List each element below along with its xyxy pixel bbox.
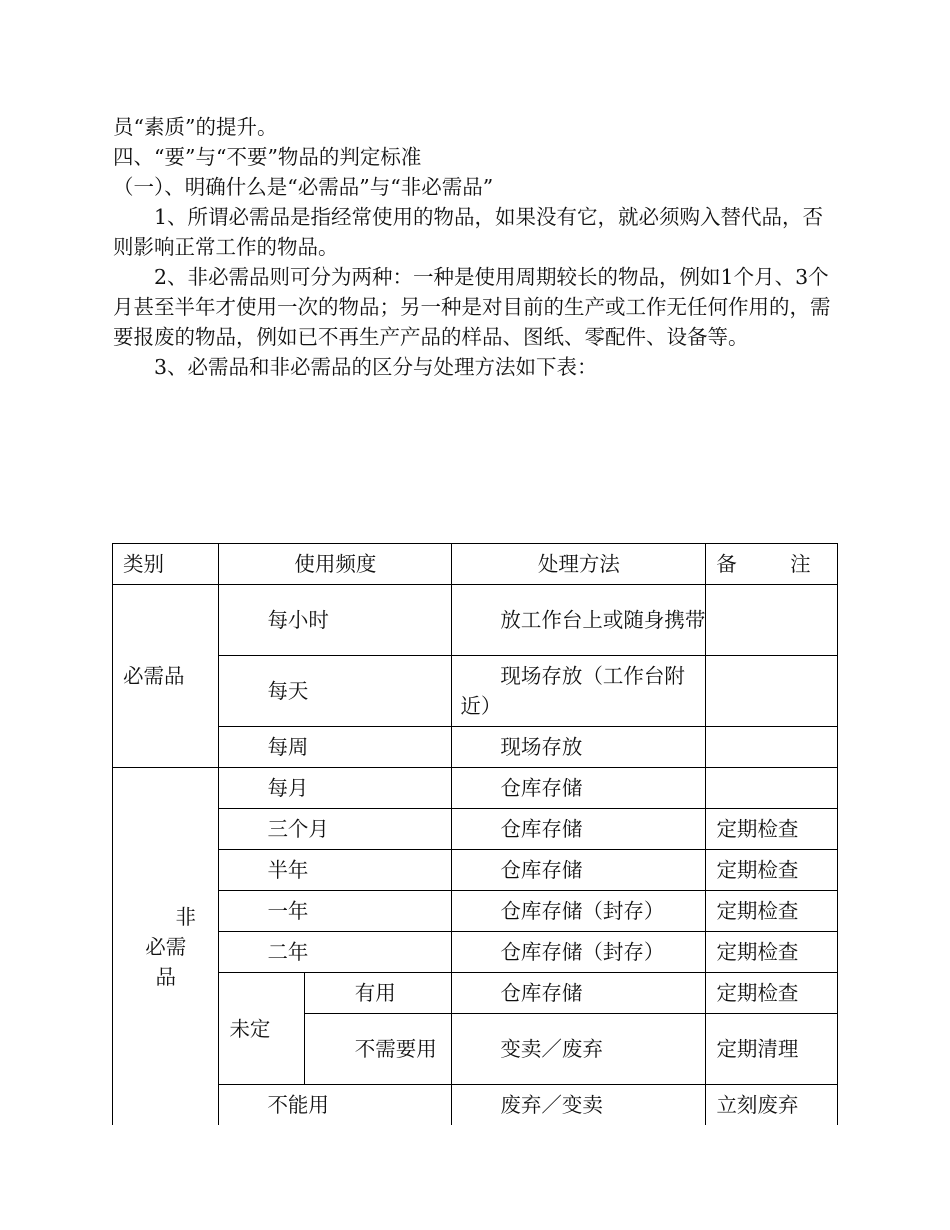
frequency-cell: 每周 (219, 727, 452, 768)
table-header-row (113, 544, 838, 585)
method-cell: 仓库存储（封存） (452, 932, 706, 973)
note-cell: 定期检查 (706, 932, 838, 973)
note-cell (706, 768, 838, 809)
section-heading: 四、“要”与“不要”物品的判定标准 (113, 145, 422, 169)
method-cell: 仓库存储 (452, 809, 706, 850)
paragraph-table-intro: 3、必需品和非必需品的区分与处理方法如下表： (154, 355, 598, 379)
document-body (113, 112, 843, 382)
frequency-cell: 半年 (219, 850, 452, 891)
header-method: 处理方法 (452, 544, 706, 585)
table-row (113, 850, 838, 891)
category-unnecessary-line2: 必需 (145, 934, 187, 959)
table-row (113, 656, 838, 727)
method-cell: 仓库存储 (452, 768, 706, 809)
paragraph-unnecessary-definition: 2、非必需品则可分为两种：一种是使用周期较长的物品，例如1个月、3个月甚至半年才使用一次的物品；另一种是对目前的生产或工作无任何作用的，需要报废的物品，例如已不再生产产品的样品、图纸、零配件、设备等。 (113, 265, 831, 349)
category-necessary: 必需品 (113, 585, 219, 768)
table-row (113, 585, 838, 656)
table-row (113, 809, 838, 850)
subsection-heading: （一）、明确什么是“必需品”与“非必需品” (113, 175, 494, 199)
note-cell: 定期检查 (706, 809, 838, 850)
method-cell: 仓库存储（封存） (452, 891, 706, 932)
note-cell: 定期检查 (706, 973, 838, 1014)
note-cell (706, 727, 838, 768)
table-row (113, 932, 838, 973)
frequency-cell: 三个月 (219, 809, 452, 850)
frequency-cell: 不能用 (219, 1085, 452, 1126)
method-cell: 废弃／变卖 (452, 1085, 706, 1126)
note-cell: 定期检查 (706, 850, 838, 891)
category-unnecessary (113, 768, 219, 1126)
note-cell: 定期检查 (706, 891, 838, 932)
header-category: 类别 (113, 544, 219, 585)
frequency-cell: 不需要用 (304, 1014, 452, 1085)
table-row (113, 973, 838, 1014)
category-unnecessary-line1: 非 (175, 904, 196, 929)
paragraph-necessary-definition: 1、所谓必需品是指经常使用的物品，如果没有它，就必须购入替代品，否则影响正常工作的物品。 (113, 205, 824, 259)
frequency-cell: 每月 (219, 768, 452, 809)
classification-table (112, 543, 838, 1125)
note-cell: 定期清理 (706, 1014, 838, 1085)
category-unnecessary-line3: 品 (155, 964, 176, 989)
header-frequency: 使用频度 (219, 544, 452, 585)
method-cell: 变卖／废弃 (452, 1014, 706, 1085)
method-cell: 放工作台上或随身携带 (452, 585, 706, 656)
method-cell: 现场存放 (452, 727, 706, 768)
frequency-cell: 二年 (219, 932, 452, 973)
paragraph-quality: 员“素质”的提升。 (113, 115, 278, 139)
note-cell: 立刻废弃 (706, 1085, 838, 1126)
frequency-cell: 有用 (304, 973, 452, 1014)
method-cell: 仓库存储 (452, 973, 706, 1014)
table-row (113, 768, 838, 809)
header-note: 备 注 (706, 544, 838, 585)
method-cell: 仓库存储 (452, 850, 706, 891)
frequency-cell: 一年 (219, 891, 452, 932)
note-cell (706, 585, 838, 656)
frequency-cell: 每小时 (219, 585, 452, 656)
table-row (113, 727, 838, 768)
frequency-undetermined: 未定 (219, 973, 304, 1085)
method-cell: 现场存放（工作台附近） (452, 656, 706, 727)
frequency-cell: 每天 (219, 656, 452, 727)
table-row (113, 1085, 838, 1126)
note-cell (706, 656, 838, 727)
table-row (113, 891, 838, 932)
